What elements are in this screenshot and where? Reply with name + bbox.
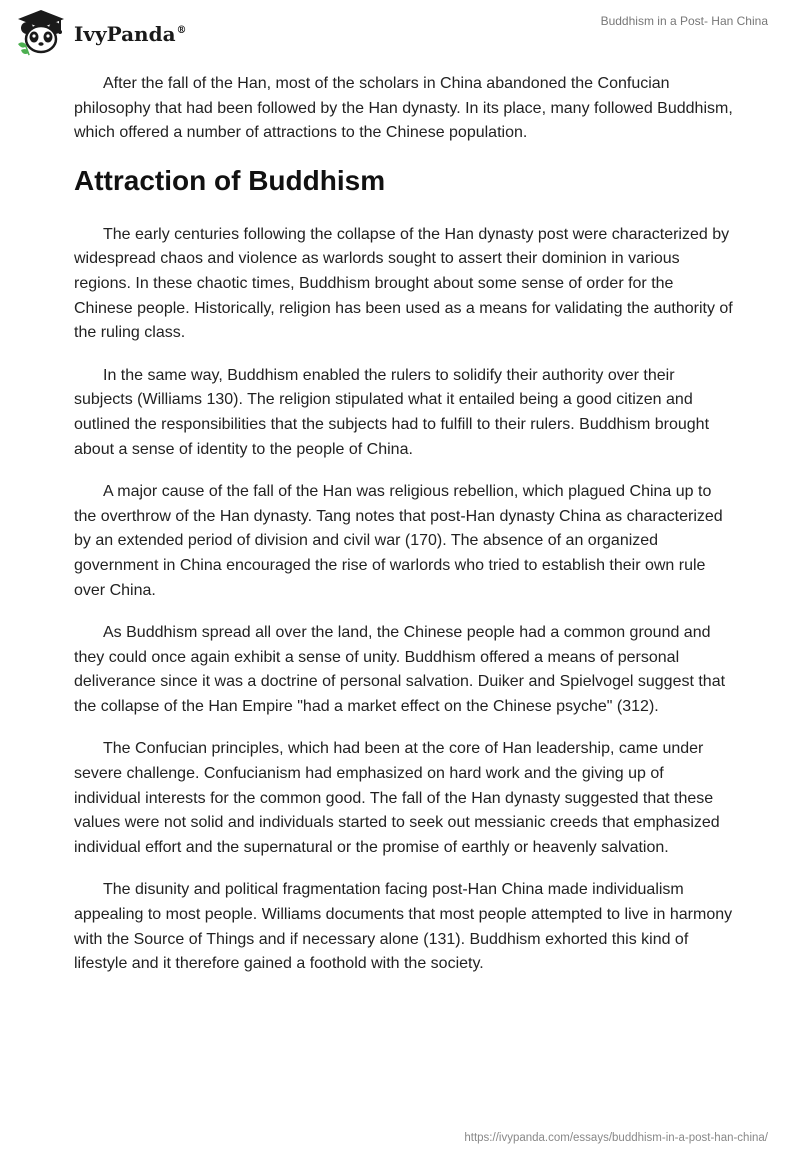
paragraph: In the same way, Buddhism enabled the rulers to solidify their authority over their subjects (Williams 130). The religion stipulated what it entailed being a good citizen and outlined the responsibilities that the subjects had to fulfill to their rulers. Buddhism brought about a sense of identity to the people of China. (74, 366, 710, 458)
panda-graduation-cap-icon (14, 8, 68, 58)
paragraph: The disunity and political fragmentation facing post-Han China made individualism appealing to most people. Williams documents that most people attempted to live in harmony with the Source of Things and if necessary alone (131). Buddhism exhorted this kind of lifestyle and it therefore gained a foothold with the society. (74, 881, 733, 973)
registered-mark: ® (176, 25, 187, 37)
intro-paragraph: After the fall of the Han, most of the scholars in China abandoned the Confucian philosophy that had been followed by the Han dynasty. In its place, many followed Buddhism, which offered a number of attractions to the Chinese population. (74, 75, 733, 142)
paragraph: The early centuries following the collapse of the Han dynasty post were characterized by widespread chaos and violence as warlords sought to assert their dominion in various regions. In these chaotic times, Buddhism brought about some sense of order for the Chinese people. Historically, religion has been used as a means for validating the authority of the ruling class. (74, 225, 733, 342)
essay-body (74, 72, 734, 995)
paragraph: As Buddhism spread all over the land, the Chinese people had a common ground and they could once again exhibit a sense of unity. Buddhism offered a means of personal deliverance since it was a doctrine of personal salvation. Duiker and Spielvogel suggest that the collapse of the Han Empire "had a market effect on the Chinese psyche" (312). (74, 624, 726, 715)
paragraph: A major cause of the fall of the Han was religious rebellion, which plagued China up to the overthrow of the Han dynasty. Tang notes that post-Han dynasty China as characterized by an extended period of division and civil war (170). The absence of an organized government in China encouraged the rise of warlords who tried to establish their own rule over China. (74, 483, 723, 599)
source-url[interactable]: https://ivypanda.com/essays/buddhism-in-a-post-han-china/ (464, 1132, 768, 1144)
ivypanda-logo[interactable] (14, 8, 187, 58)
page-header (0, 0, 800, 64)
section-heading: Attraction of Buddhism (74, 164, 386, 196)
document-title: Buddhism in a Post- Han China (600, 14, 768, 28)
brand-name: IvyPanda® (74, 22, 187, 46)
paragraph: The Confucian principles, which had been at the core of Han leadership, came under severe challenge. Confucianism had emphasized on hard work and the giving up of individual interests for the common good. The fall of the Han dynasty suggested that these values were not solid and individuals started to seek out messianic creeds that emphasized individual effort and the supernatural or the promise of earthly or heavenly salvation. (74, 740, 720, 856)
